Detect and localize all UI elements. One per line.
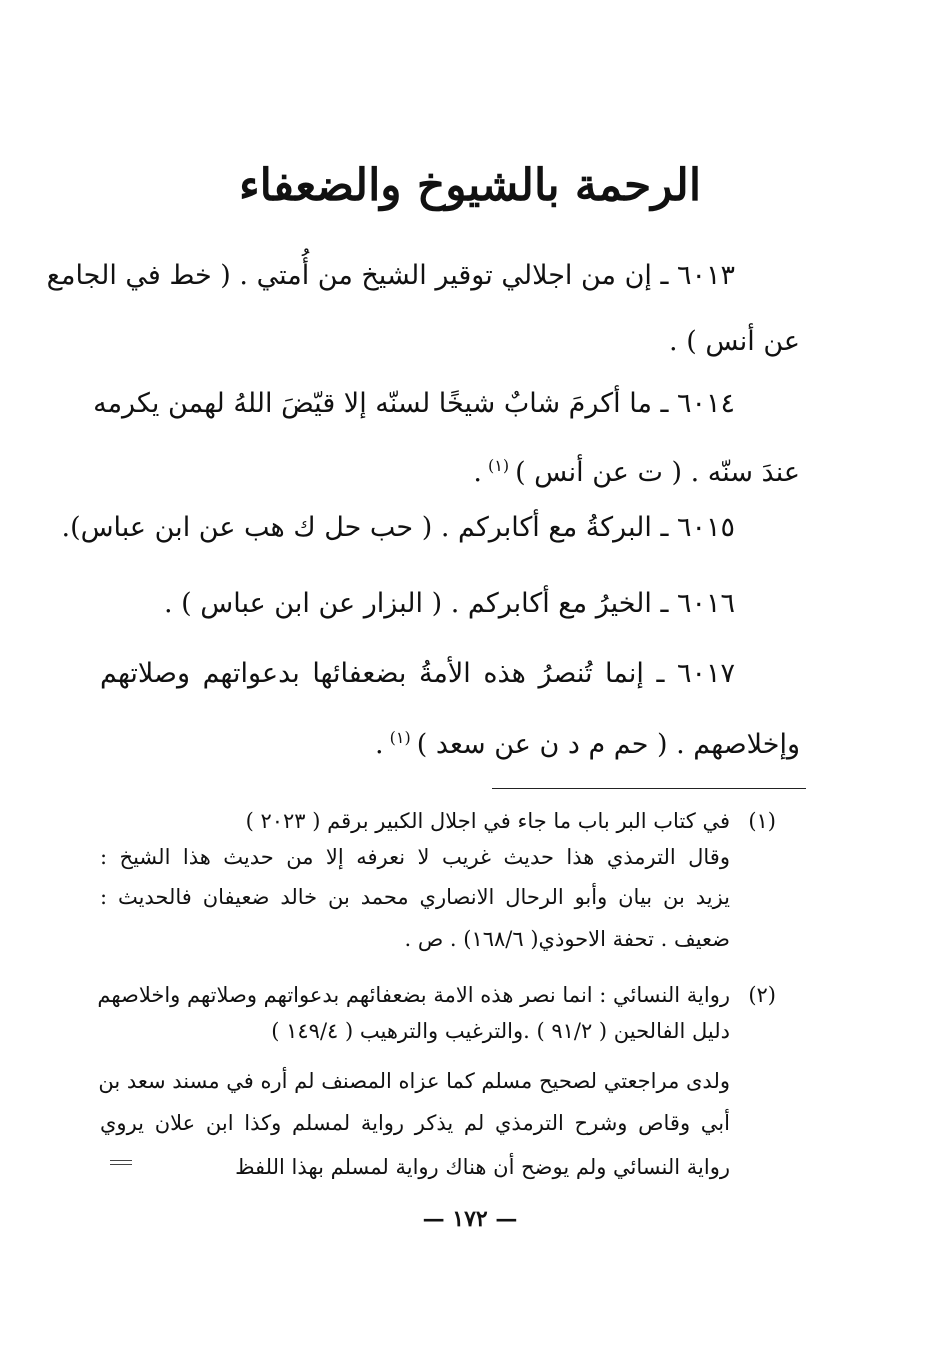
footnote-2-line-2: دليل الفالحين ( ٩١/٢ ) .والترغيب والترهيب ( ١٤٩/٤ ) bbox=[271, 1019, 730, 1043]
footnote-1-line-1: في كتاب البر باب ما جاء في اجلال الكبير برقم ( ٢٠٢٣ ) bbox=[245, 809, 730, 833]
hadith-6014-line-1: ٦٠١٤ ـ ما أكرمَ شابٌ شيخًا لسنّه إلا قيّضَ اللهُ لهمن يكرمه bbox=[93, 388, 735, 419]
period: . bbox=[375, 729, 384, 760]
footnote-1-line-2: وقال الترمذي هذا حديث غريب لا نعرفه إلا من حديث هذا الشيخ : bbox=[100, 845, 730, 869]
page-number: — ١٧٢ — bbox=[422, 1206, 518, 1232]
hadith-6014-line-2-text: عندَ سنّه . ( ت عن أنس ) bbox=[515, 457, 800, 488]
footnote-ref-2: (١) bbox=[389, 728, 411, 747]
footnote-2-line-1: رواية النسائي : انما نصر هذه الامة بضعفائهم بدعواتهم وصلاتهم واخلاصهم bbox=[97, 983, 730, 1007]
footnote-separator bbox=[492, 788, 806, 789]
hadith-6017-line-2-text: وإخلاصهم . ( حم م د ن عن سعد ) bbox=[416, 729, 800, 760]
hadith-6017-line-2 bbox=[330, 718, 800, 765]
hadith-6016: ٦٠١٦ ـ الخيرُ مع أكابركم . ( البزار عن ابن عباس ) . bbox=[164, 588, 735, 619]
period: . bbox=[473, 457, 482, 488]
footnote-1-line-3: يزيد بن بيان وأبو الرحال الانصاري محمد بن خالد ضعيفان فالحديث : bbox=[100, 885, 730, 909]
footnote-ref-1: (١) bbox=[487, 456, 510, 475]
footnote-2-line-3: ولدى مراجعتي لصحيح مسلم كما عزاه المصنف لم أره في مسند سعد بن bbox=[98, 1069, 730, 1093]
footnote-2-line-5: رواية النسائي ولم يوضح أن هناك رواية لمسلم بهذا اللفظ bbox=[235, 1155, 730, 1179]
hadith-6013-line-2: عن أنس ) . bbox=[669, 326, 800, 357]
hadith-6017-line-1: ٦٠١٧ ـ إنما تُنصرُ هذه الأمةُ بضعفائها بدعواتهم وصلاتهم bbox=[100, 658, 735, 689]
hadith-6014-line-2 bbox=[400, 446, 800, 493]
footnote-1-line-4: ضعيف . تحفة الاحوذي( ١٦٨/٦) . ص . bbox=[404, 927, 730, 951]
footnote-2-line-4: أبي وقاص وشرح الترمذي لم يذكر رواية لمسلم وكذا ابن علان يروي bbox=[100, 1111, 730, 1135]
chapter-title: الرحمة بالشيوخ والضعفاء bbox=[238, 160, 702, 211]
end-mark bbox=[110, 1160, 132, 1168]
footnote-1-number: (١) bbox=[748, 809, 776, 833]
hadith-6015: ٦٠١٥ ـ البركةُ مع أكابركم . ( حب حل ك هب عن ابن عباس). bbox=[61, 512, 735, 543]
hadith-6013-line-1: ٦٠١٣ ـ إن من اجلالي توقير الشيخ من أُمتي . ( خط في الجامع bbox=[46, 260, 735, 291]
footnote-2-number: (٢) bbox=[748, 983, 776, 1007]
